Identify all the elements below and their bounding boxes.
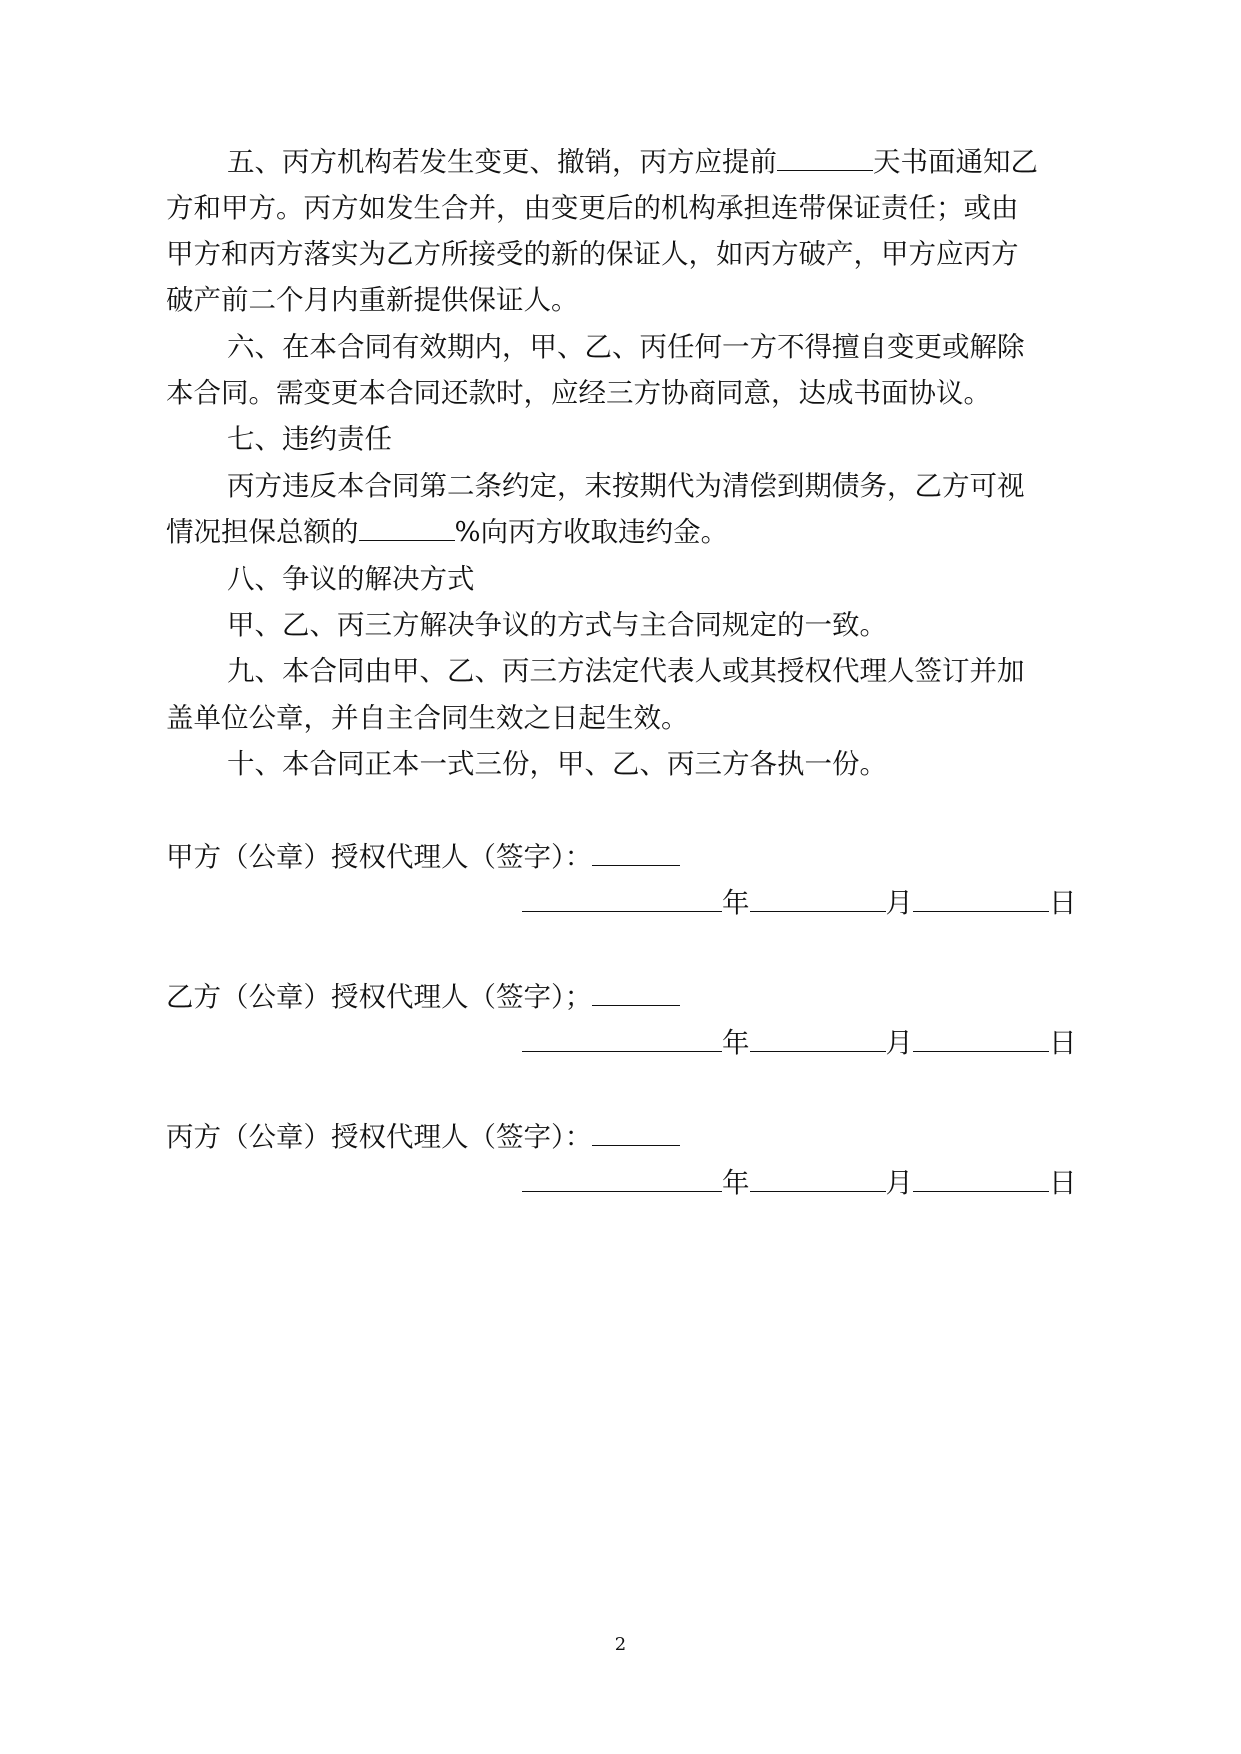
- party-a-sign-blank: [592, 843, 680, 866]
- clause-7-heading: 七、违约责任: [227, 423, 392, 455]
- month-blank: [750, 1029, 886, 1052]
- party-b-label: 乙方（公章）授权代理人（签字）；: [166, 981, 593, 1013]
- clause-5-line-2: 方和甲方。丙方如发生合并，由变更后的机构承担连带保证责任；或由: [166, 192, 1019, 224]
- clause-6-line-2: 本合同。需变更本合同还款时，应经三方协商同意，达成书面协议。: [166, 377, 991, 409]
- percent-blank: [359, 518, 455, 541]
- party-a-label: 甲方（公章）授权代理人（签字）：: [166, 841, 593, 873]
- day-blank: [913, 1029, 1049, 1052]
- clause-7-line-1: 丙方违反本合同第二条约定，末按期代为清偿到期债务，乙方可视: [227, 470, 1025, 502]
- year-label: 年: [722, 1027, 750, 1059]
- clause-8-heading: 八、争议的解决方式: [227, 563, 475, 595]
- clause-7-text: 情况担保总额的: [166, 516, 359, 548]
- day-label: 日: [1049, 887, 1077, 919]
- year-blank: [522, 1029, 722, 1052]
- party-c-signature: [166, 1120, 680, 1155]
- year-label: 年: [722, 1167, 750, 1199]
- day-blank: [913, 889, 1049, 912]
- month-label: 月: [885, 887, 913, 919]
- year-blank: [522, 889, 722, 912]
- days-blank: [777, 148, 873, 171]
- party-b-date: [522, 1026, 1077, 1061]
- page-number: 2: [614, 1634, 627, 1655]
- party-a-date: [522, 886, 1077, 921]
- day-label: 日: [1049, 1167, 1077, 1199]
- clause-6-line-1: 六、在本合同有效期内，甲、乙、丙任何一方不得擅自变更或解除: [227, 331, 1025, 363]
- clause-9-line-2: 盖单位公章，并自主合同生效之日起生效。: [166, 702, 689, 734]
- clause-5-line-4: 破产前二个月内重新提供保证人。: [166, 284, 579, 316]
- clause-7-text-cont: %向丙方收取违约金。: [454, 516, 729, 548]
- month-blank: [750, 889, 886, 912]
- clause-8-body: 甲、乙、丙三方解决争议的方式与主合同规定的一致。: [227, 609, 887, 641]
- month-label: 月: [885, 1167, 913, 1199]
- month-label: 月: [885, 1027, 913, 1059]
- party-c-label: 丙方（公章）授权代理人（签字）：: [166, 1121, 593, 1153]
- day-blank: [913, 1169, 1049, 1192]
- clause-9-line-1: 九、本合同由甲、乙、丙三方法定代表人或其授权代理人签订并加: [227, 655, 1025, 687]
- clause-5-line-1: [227, 145, 1038, 180]
- year-blank: [522, 1169, 722, 1192]
- party-b-sign-blank: [592, 983, 680, 1006]
- clause-5-line-3: 甲方和丙方落实为乙方所接受的新的保证人，如丙方破产，甲方应丙方: [166, 238, 1019, 270]
- clause-10: 十、本合同正本一式三份，甲、乙、丙三方各执一份。: [227, 748, 887, 780]
- clause-7-line-2: [166, 515, 728, 550]
- day-label: 日: [1049, 1027, 1077, 1059]
- party-c-sign-blank: [592, 1123, 680, 1146]
- party-a-signature: [166, 840, 680, 875]
- clause-5-text-cont: 天书面通知乙: [873, 146, 1038, 178]
- clause-5-text: 五、丙方机构若发生变更、撤销，丙方应提前: [227, 146, 777, 178]
- month-blank: [750, 1169, 886, 1192]
- party-b-signature: [166, 980, 680, 1015]
- year-label: 年: [722, 887, 750, 919]
- party-c-date: [522, 1166, 1077, 1201]
